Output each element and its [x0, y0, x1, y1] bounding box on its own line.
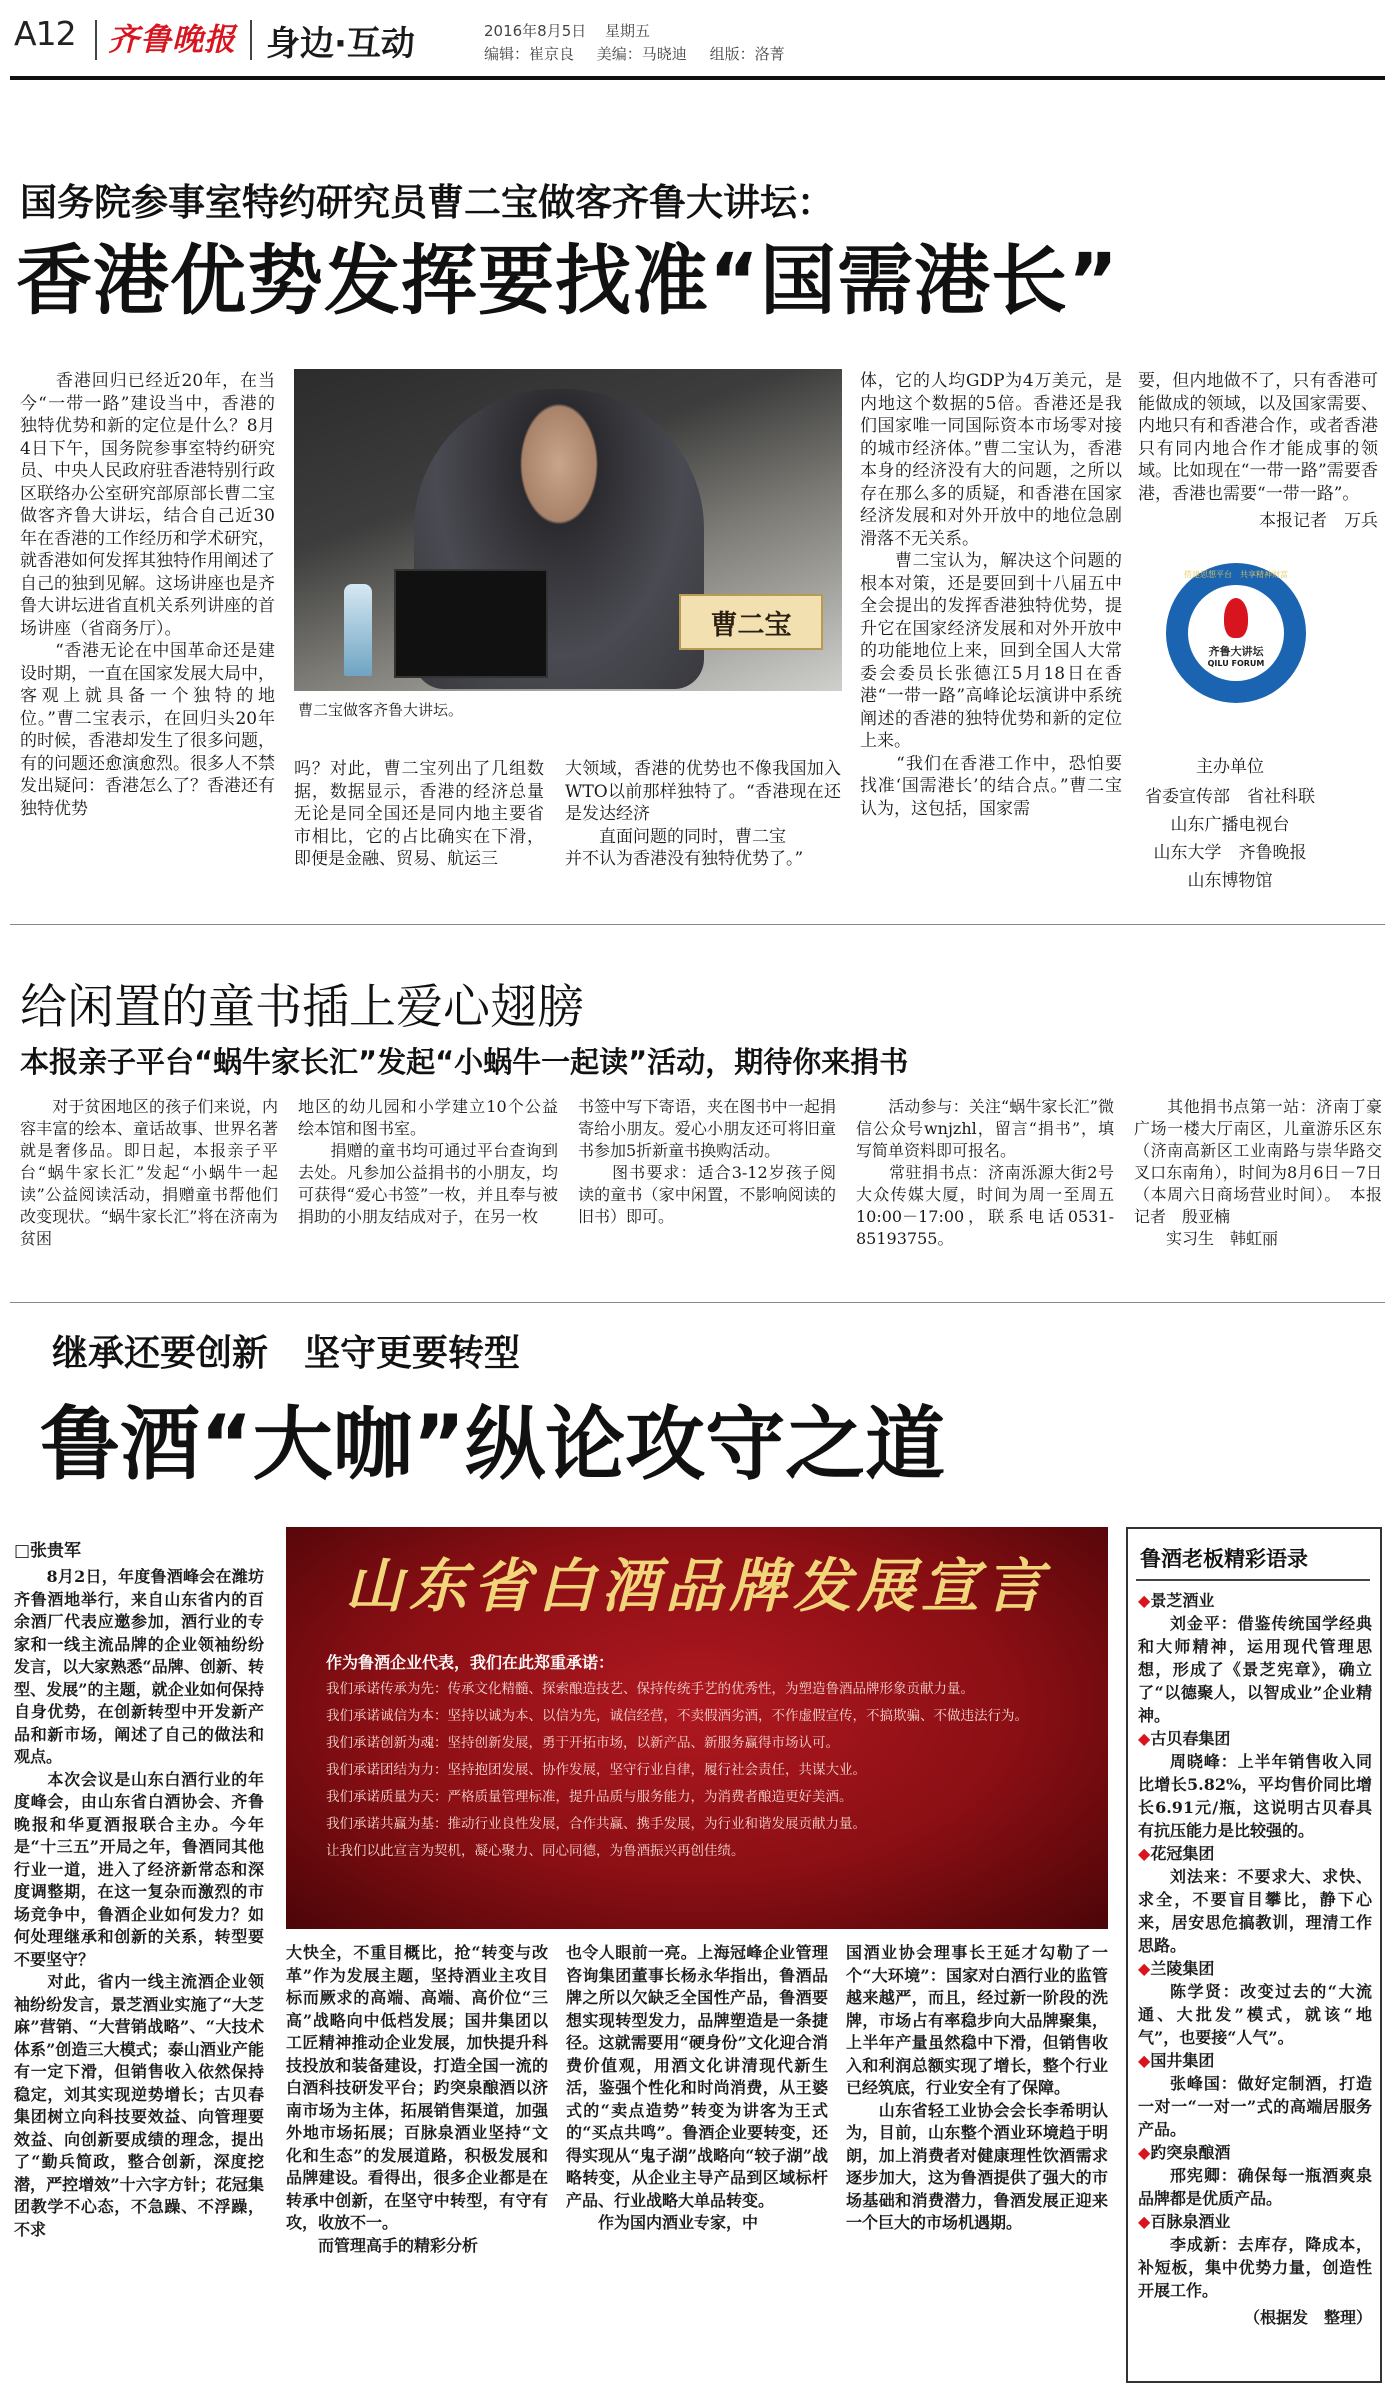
- declaration-line-5: 我们承诺团结为力：坚持抱团发展、协作发展，坚守行业自律，履行社会责任，共谋大业。: [326, 1762, 866, 1778]
- article1-col2: 吗？对此，曹二宝列出了几组数据，数据显示，香港的经济总量无论是同全国还是同内地主要省市相比，它的占比确实在下滑，即便是金融、贸易、航运三: [294, 759, 544, 869]
- sidebar-company: [1138, 1727, 1372, 1750]
- article3-col2: 大快全，不重目概比，抢“转变与改革”作为发展主题，坚持酒业主攻目标而厥求的高端、高端、高价位“三高”战略向中低档发展；国井集团以工匠精神推动企业发展，加快提升科技投放和装备建设，打造全国一流的白酒科技研发平台；趵突泉酿酒以济南市场为主体，拓展销售渠道，加强外地市场拓展；百脉泉酒业坚持“文化和生态”的发展道路，积极发展和品牌建设。看得出，很多企业都是在转承中创新，在坚守中转型，有守有攻，收放不一。 而管理高手的精彩分析: [286, 1943, 548, 2255]
- bullet-icon: ◆: [1138, 1729, 1151, 1748]
- sidebar-company: [1138, 2210, 1372, 2233]
- header-rule: [10, 76, 1385, 80]
- article1-col4: 体，它的人均GDP为4万美元，是内地这个数据的5倍。香港还是我们国家唯一同国际资本市场零对接的城市经济体。”曹二宝认为，香港本身的经济没有大的问题，之所以存在那么多的质疑，和香港在国家经济发展和对外开放中的地位急剧滑落不无关系。 曹二宝认为，解决这个问题的根本对策，还是要回到十八届五中全会提出的发挥香港独特优势，提升它在国家经济发展和对外开放中的功能地位上来，回到全国人大常委会委员长张德江5月18日在香港“一带一路”高峰论坛演讲中系统阐述的香港的独特优势和新的定位上来。 “我们在香港工作中，恐怕要找准‘国需港长’的结合点。”曹二宝认为，这包括，国家需: [860, 371, 1122, 819]
- sidebar-quote-text: ：去库存，降成本，补短板，集中优势力量，创造性开展工作。: [1138, 2235, 1372, 2300]
- article1-kicker: 国务院参事室特约研究员曹二宝做客齐鲁大讲坛：: [20, 181, 834, 224]
- sponsor-line-4: 山东博物馆: [1187, 871, 1273, 891]
- bullet-icon: ◆: [1138, 1591, 1151, 1610]
- bullet-icon: ◆: [1138, 2212, 1151, 2231]
- sidebar-company-name: 兰陵集团: [1150, 1959, 1215, 1978]
- sidebar-company-name: 趵突泉酿酒: [1150, 2143, 1231, 2162]
- header-divider-1: [95, 20, 97, 60]
- article1-byline: 本报记者 万兵: [1259, 511, 1378, 531]
- sidebar-company: [1138, 2049, 1372, 2072]
- article1-col1: 香港回归已经近20年，在当今“一带一路”建设当中，香港的独特优势和新的定位是什么？8月4日下午，国务院参事室特约研究员、中央人民政府驻香港特别行政区联络办公室研究部原部长曹二宝做客齐鲁大讲坛，结合自己近30年在香港的工作经历和学术研究，就香港如何发挥其独特作用阐述了自己的独到见解。这场讲座也是齐鲁大讲坛进省直机关系列讲座的首场讲座（省商务厅）。 “香港无论在中国革命还是建设时期，一直在国家发展大局中，客观上就具备一个独特的地位。”曹二宝表示，在回归头20年的时候，香港却发生了很多问题，有的问题还愈演愈烈。很多人不禁发出疑问：香港怎么了？香港还有独特优势: [20, 371, 275, 819]
- header-date: 2016年8月5日: [484, 22, 587, 40]
- article2-col2: 地区的幼儿园和小学建立10个公益绘本馆和图书室。 捐赠的童书均可通过平台查询到去处。凡参加公益捐书的小朋友，均可获得“爱心书签”一枚，并且奉与被捐助的小朋友结成对子，在另一枚: [298, 1097, 558, 1226]
- sponsor-line-3: 山东大学 齐鲁晚报: [1153, 843, 1307, 863]
- article1-col5: 要，但内地做不了，只有香港可能做成的领域，以及国家需要、内地只有和香港合作，或者香港只有同内地合作才能成事的领域。比如现在“一带一路”需要香港，香港也需要“一带一路”。: [1138, 371, 1378, 504]
- header-date-line: [484, 20, 650, 41]
- nameplate-text: 曹二宝: [710, 609, 792, 641]
- sidebar-quote: [1138, 1980, 1372, 2049]
- article3-col1: 8月2日，年度鲁酒峰会在潍坊齐鲁酒地举行，来自山东省内的百余酒厂代表应邀参加，酒行业的专家和一线主流品牌的企业领袖纷纷发言，以大家熟悉“品牌、创新、转型、发展”的主题，就企业如何保持自身优势，在创新转型中开发新产品和新市场，阐述了自己的做法和观点。 本次会议是山东白酒行业的年度峰会，由山东省白酒协会、齐鲁晚报和华夏酒报联合主办。今年是“十三五”开局之年，鲁酒同其他行业一道，进入了经济新常态和深度调整期，在这一复杂而激烈的市场竞争中，鲁酒企业如何发力？如何处理继承和创新的关系，转型要不要坚守？ 对此，省内一线主流酒企业领袖纷纷发言，景芝酒业实施了“大芝麻”营销、“大营销战略”、“大技术体系”创造三大模式；泰山酒业产能有一定下滑，但销售收入依然保持稳定，刘其实现逆势增长；古贝春集团树立向科技要效益、向管理要效益、向创新要成绩的理念，提出了“勤兵简政，整合创新，深度挖潜，严控增效”十六字方针；花冠集团教学不心态，不急躁、不浮躁，不求: [14, 1567, 264, 2239]
- article2-top-rule: [10, 924, 1385, 925]
- sidebar-quote: [1138, 2072, 1372, 2141]
- declaration-photo: [286, 1527, 1108, 1929]
- article2-subhead: 本报亲子平台“蜗牛家长汇”发起“小蜗牛一起读”活动，期待你来捐书: [20, 1045, 909, 1079]
- article2-col5: 其他捐书点第一站：济南丁豪广场一楼大厅南区，儿童游乐区东（济南高新区工业南路与崇华路交叉口东南角），时间为8月6日－7日（本周六日商场营业时间）。 本报记者 殷亚楠 实习生 韩虹丽: [1134, 1097, 1382, 1248]
- sidebar-quote: [1138, 2233, 1372, 2302]
- article1-col3b: 并不认为香港没有独特优势了。”: [565, 849, 804, 869]
- article2-bottom-rule: [10, 1302, 1385, 1303]
- sidebar-quote-text: ：改变过去的“大流通、大批发”模式，就该“地气”，也要接“人气”。: [1138, 1982, 1372, 2047]
- section-title: 身边·互动: [266, 24, 415, 64]
- paper-logo: 齐鲁晚报: [108, 22, 236, 58]
- sidebar-company-name: 景芝酒业: [1150, 1591, 1215, 1610]
- sidebar-quote: [1138, 1612, 1372, 1727]
- bullet-icon: ◆: [1138, 2143, 1151, 2162]
- sidebar-company: [1138, 1957, 1372, 1980]
- article2-col4: 活动参与：关注“蜗牛家长汇”微信公众号wnjzhl，留言“捐书”，填写简单资料即可报名。 常驻捐书点：济南泺源大街2号大众传媒大厦，时间为周一至周五10:00－17:00，联系电话0531-85193755。: [856, 1097, 1114, 1248]
- bullet-icon: ◆: [1138, 2051, 1151, 2070]
- sidebar-person: 李成新: [1170, 2235, 1221, 2254]
- nameplate: [679, 594, 823, 650]
- sidebar-company-name: 国井集团: [1150, 2051, 1215, 2070]
- sidebar-item: [1138, 1589, 1372, 1727]
- article1-photo: [294, 369, 842, 691]
- sidebar-quotes: [1138, 1589, 1372, 2329]
- article2-col1: 对于贫困地区的孩子们来说，内容丰富的绘本、童话故事、世界名著就是奢侈品。即日起，本报亲子平台“蜗牛家长汇”发起“小蜗牛一起读”公益阅读活动，捐赠童书帮他们改变现状。“蜗牛家长汇”将在济南为贫困: [20, 1097, 278, 1248]
- declaration-line-8: 让我们以此宣言为契机，凝心聚力、同心同德，为鲁酒振兴再创佳绩。: [326, 1843, 745, 1859]
- sidebar-quote: [1138, 1865, 1372, 1957]
- sidebar-quote: [1138, 1750, 1372, 1842]
- laptop-icon: [394, 569, 548, 678]
- sidebar-title-rule: [1136, 1579, 1370, 1581]
- sidebar-quote-text: ：确保每一瓶酒爽泉品牌都是优质产品。: [1138, 2166, 1372, 2208]
- sponsors-title: 主办单位: [1196, 757, 1264, 777]
- sidebar-company: [1138, 2141, 1372, 2164]
- sidebar-person: 刘法来: [1170, 1867, 1221, 1886]
- bullet-icon: ◆: [1138, 1844, 1151, 1863]
- bottle-icon: [344, 584, 372, 676]
- sidebar-item: [1138, 2049, 1372, 2141]
- sidebar-quote: [1138, 2164, 1372, 2210]
- sidebar-person: 周晓峰: [1170, 1752, 1221, 1771]
- sidebar-person: 邢宪卿: [1170, 2166, 1221, 2185]
- sponsor-line-1: 省委宣传部 省社科联: [1145, 787, 1315, 807]
- article2-headline: 给闲置的童书插上爱心翅膀: [20, 980, 584, 1035]
- header-weekday: 星期五: [605, 22, 651, 40]
- article1-col3-end: [565, 803, 841, 893]
- article3-byline: □张贵军: [14, 1541, 82, 1561]
- header-editor: 编辑：崔京良: [484, 45, 575, 63]
- sidebar-quote-text: ：借鉴传统国学经典和大师精神，运用现代管理思想，形成了《景芝宪章》，确立了“以德聚人，以智成业”企业精神。: [1138, 1614, 1372, 1725]
- article1-col3: 大领域，香港的优势也不像我国加入WTO以前那样独特了。“香港现在还是发达经济: [565, 759, 841, 824]
- sidebar-person: 张峰国: [1170, 2074, 1221, 2093]
- article1-headline: 香港优势发挥要找准“国需港长”: [16, 236, 1119, 325]
- logo-text-cn: 齐鲁大讲坛: [1208, 645, 1264, 658]
- bullet-icon: ◆: [1138, 1959, 1151, 1978]
- header-credits: [484, 43, 785, 64]
- sidebar-company-name: 花冠集团: [1150, 1844, 1215, 1863]
- sidebar-quote-text: ：不要求大、求快、求全，不要盲目攀比，静下心来，居安思危搞教训，理清工作思路。: [1138, 1867, 1372, 1955]
- sidebar-title: 鲁酒老板精彩语录: [1140, 1547, 1308, 1571]
- sidebar-person: 刘金平: [1170, 1614, 1221, 1633]
- declaration-line-1: 作为鲁酒企业代表，我们在此郑重承诺：: [326, 1653, 615, 1672]
- sidebar-item: [1138, 2141, 1372, 2210]
- header-proof: 组版：洛菁: [709, 45, 785, 63]
- declaration-line-4: 我们承诺创新为魂：坚持创新发展，勇于开拓市场，以新产品、新服务赢得市场认可。: [326, 1735, 839, 1751]
- declaration-banner: 山东省白酒品牌发展宣言: [344, 1552, 1049, 1620]
- quotes-sidebar: [1126, 1527, 1382, 2383]
- logo-text-en: QILU FORUM: [1207, 659, 1265, 668]
- article3-kicker: 继承还要创新 坚守更要转型: [52, 1333, 521, 1374]
- sidebar-company: [1138, 1842, 1372, 1865]
- header-designer: 美编：马晓迪: [596, 45, 687, 63]
- logo-ring-text: 搭建思想平台 共享精神财富: [1184, 570, 1288, 579]
- sidebar-item: [1138, 1842, 1372, 1957]
- declaration-text-block: [326, 1649, 1068, 1865]
- article1-photo-caption: 曹二宝做客齐鲁大讲坛。: [298, 701, 464, 719]
- declaration-line-3: 我们承诺诚信为本：坚持以诚为本、以信为先，诚信经营，不卖假酒劣酒，不作虚假宣传，不搞欺骗、不做违法行为。: [326, 1708, 1028, 1724]
- sidebar-company: [1138, 1589, 1372, 1612]
- qilu-forum-logo: [1166, 563, 1306, 703]
- sidebar-company-name: 百脉泉酒业: [1150, 2212, 1231, 2231]
- declaration-line-7: 我们承诺共赢为基：推动行业良性发展，合作共赢、携手发展，为行业和谐发展贡献力量。: [326, 1816, 866, 1832]
- header-divider-2: [250, 20, 252, 60]
- declaration-line-2: 我们承诺传承为先：传承文化精髓、探索酿造技艺、保持传统手艺的优秀性，为塑造鲁酒品牌形象贡献力量。: [326, 1681, 974, 1697]
- sponsor-line-2: 山东广播电视台: [1170, 815, 1290, 835]
- article3-col3: 也令人眼前一亮。上海冠峰企业管理咨询集团董事长杨永华指出，鲁酒品牌之所以欠缺乏全国性产品，鲁酒要想实现转型发力，品牌塑造是一条捷径。这就需要用“硬身份”文化迎合消费价值观，用酒文化讲清现代新生活，鉴强个性化和时尚消费，从王婆式的“卖点造势”转变为讲客为王式的“买点共鸣”。鲁酒企业要转变，还得实现从“鬼子湖”战略向“较子湖”战略转变，从企业主导产品到区域标杆产品、行业战略大单品转变。 作为国内酒业专家，中: [566, 1943, 828, 2232]
- sidebar-person: 陈学贤: [1170, 1982, 1223, 2001]
- article3-headline: 鲁酒“大咖”纵论攻守之道: [40, 1398, 946, 1491]
- sidebar-quote-text: ：做好定制酒，打造一对一“一对一”式的高端居服务产品。: [1138, 2074, 1372, 2139]
- sidebar-item: [1138, 1727, 1372, 1842]
- sidebar-company-name: 古贝春集团: [1150, 1729, 1231, 1748]
- article3-col4: 国酒业协会理事长王延才勾勒了一个“大环境”：国家对白酒行业的监管越来越严，而且，经过新一阶段的洗牌，市场占有率稳步向大品牌聚集，上半年产量虽然稳中下滑，但销售收入和利润总额实现了增长，整个行业已经筑底，行业安全有了保障。 山东省轻工业协会会长李希明认为，目前，山东整个酒业环境趋于明朗，加上消费者对健康理性饮酒需求逐步加大，这为鲁酒提供了强大的市场基础和消费潜力，鲁酒发展正迎来一个巨大的市场机遇期。: [846, 1943, 1108, 2232]
- logo-flame-icon: [1224, 598, 1248, 638]
- sidebar-item: [1138, 2210, 1372, 2302]
- article1-col3c: 直面问题的同时，曹二宝: [565, 826, 786, 847]
- sidebar-credit: （根据发 整理）: [1243, 2308, 1372, 2327]
- sidebar-item: [1138, 1957, 1372, 2049]
- article2-col3: 书签中写下寄语，夹在图书中一起捐寄给小朋友。爱心小朋友还可将旧童书参加5折新童书换购活动。 图书要求：适合3-12岁孩子阅读的童书（家中闲置，不影响阅读的旧书）即可。: [578, 1097, 836, 1226]
- declaration-line-6: 我们承诺质量为天：严格质量管理标准，提升品质与服务能力，为消费者酿造更好美酒。: [326, 1789, 853, 1805]
- page-number: A12: [14, 14, 76, 53]
- sidebar-quote-text: ：上半年销售收入同比增长5.82%，平均售价同比增长6.91元/瓶，这说明古贝春具有抗压能力是比较强的。: [1138, 1752, 1372, 1840]
